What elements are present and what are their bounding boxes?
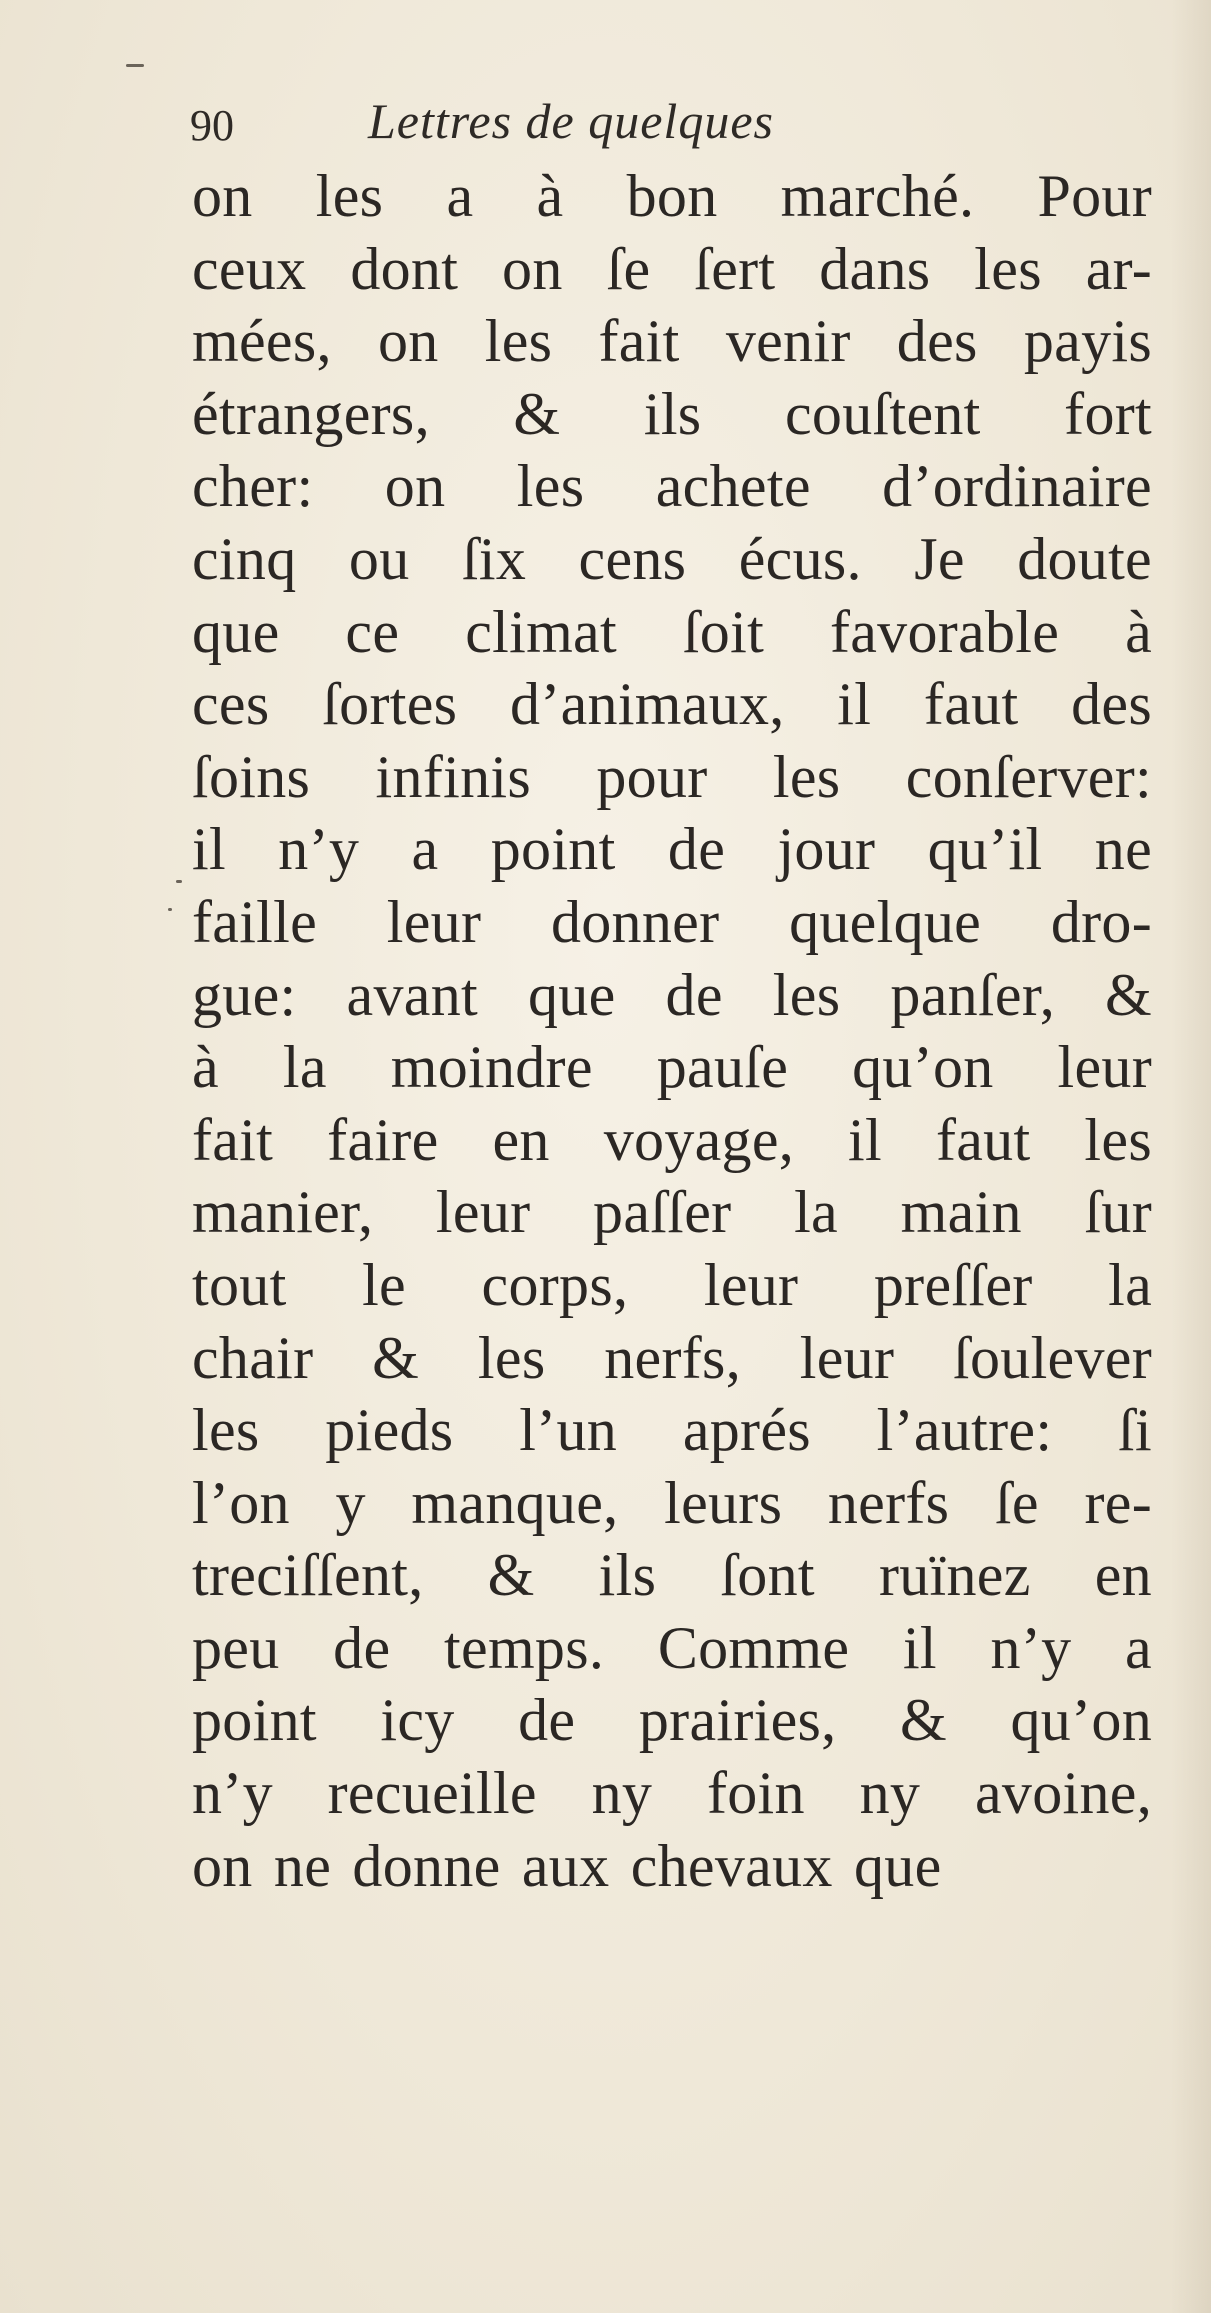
text-line: on les a à bon marché. Pour <box>192 163 1152 229</box>
text-line: point icy de prairies, & qu’on <box>192 1687 1152 1754</box>
text-line: n’y recueille ny foin ny avoine, <box>192 1760 1152 1827</box>
text-line: mées, on les fait venir des payis <box>192 308 1152 375</box>
page-fold-shadow <box>1171 0 1211 2313</box>
paper-speck <box>168 908 172 911</box>
running-head-title: Lettres de quelques <box>368 93 774 149</box>
body-text <box>192 160 1152 1902</box>
page-number: 90 <box>190 101 234 150</box>
text-line: à la moindre pauſe qu’on leur <box>192 1034 1152 1101</box>
text-line: gue: avant que de les panſer, & <box>192 961 1152 1028</box>
text-line: peu de temps. Comme il n’y a <box>192 1614 1152 1681</box>
text-line: cher: on les achete d’ordinaire <box>192 453 1152 520</box>
text-line: fait faire en voyage, il faut les <box>192 1106 1152 1173</box>
text-line: l’on y manque, leurs nerfs ſe re- <box>192 1469 1152 1536</box>
text-line: chair & les nerfs, leur ſoulever <box>192 1324 1152 1391</box>
text-line: manier, leur paſſer la main ſur <box>192 1179 1152 1246</box>
paper-speck <box>126 64 144 67</box>
text-line: que ce climat ſoit favorable à <box>192 598 1152 665</box>
text-line: treciſſent, & ils ſont ruïnez en <box>192 1542 1152 1609</box>
text-line: tout le corps, leur preſſer la <box>192 1251 1152 1318</box>
paper-speck <box>176 880 182 883</box>
text-line: ſoins infinis pour les conſerver: <box>192 743 1152 810</box>
text-line: il n’y a point de jour qu’il ne <box>192 816 1152 883</box>
text-line: on ne donne aux chevaux que <box>192 1832 942 1899</box>
running-head <box>190 92 1150 162</box>
text-line: cinq ou ſix cens écus. Je doute <box>192 525 1152 592</box>
text-line: les pieds l’un aprés l’autre: ſi <box>192 1397 1152 1464</box>
text-line: faille leur donner quelque dro- <box>192 888 1152 955</box>
text-line: étrangers, & ils couſtent fort <box>192 380 1152 447</box>
text-line: ceux dont on ſe ſert dans les ar- <box>192 235 1152 302</box>
text-line: ces ſortes d’animaux, il faut des <box>192 671 1152 738</box>
